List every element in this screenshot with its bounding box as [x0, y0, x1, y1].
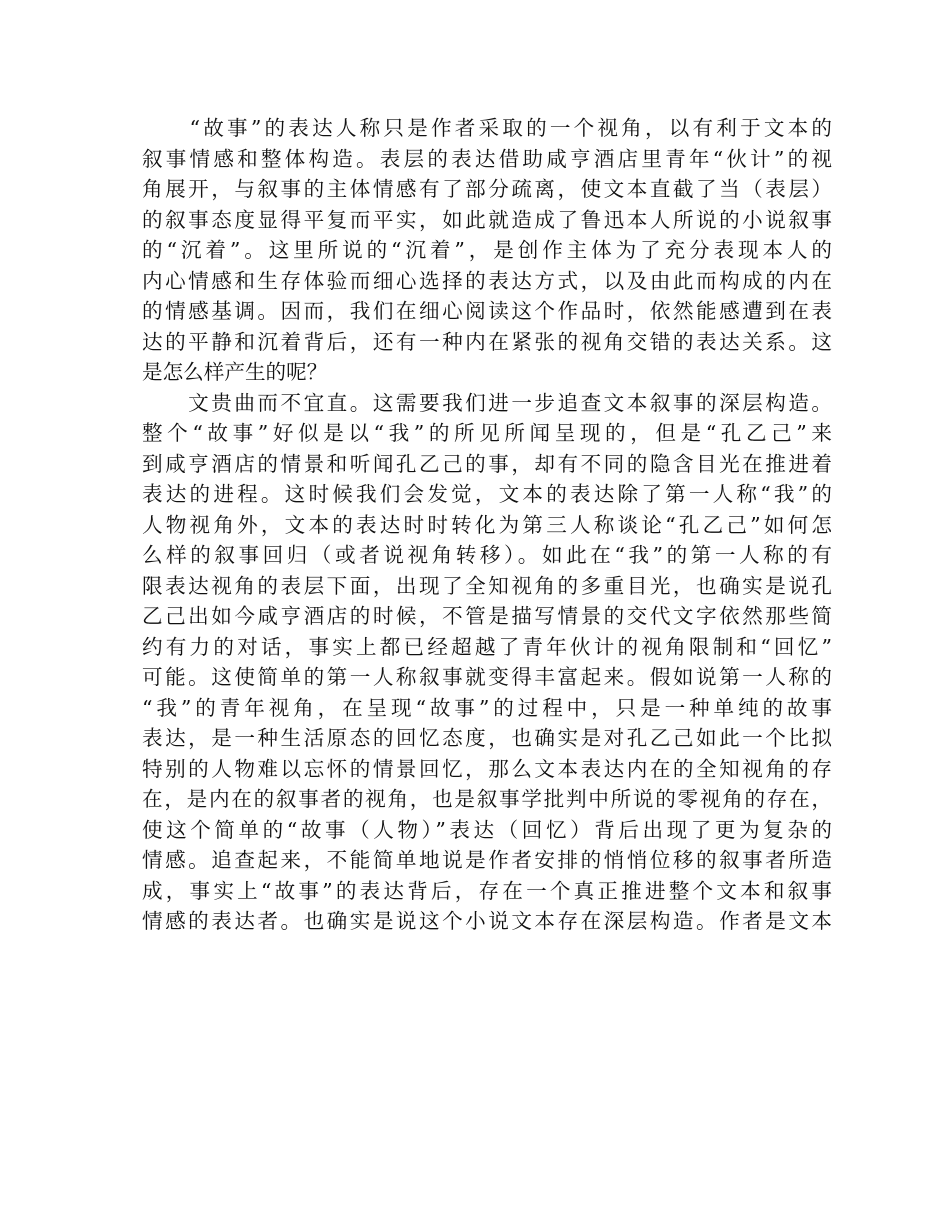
text-line: 可能。这使简单的第一人称叙事就变得丰富起来。假如说第一人称的: [142, 665, 832, 689]
text-line: 整个“故事”好似是以“我”的所见所闻呈现的，但是“孔乙己”来: [142, 421, 832, 445]
text-line: 情感的表达者。也确实是说这个小说文本存在深层构造。作者是文本: [142, 909, 832, 933]
text-line: 么样的叙事回归（或者说视角转移）。如此在“我”的第一人称的有: [142, 543, 832, 567]
text-line: 人物视角外，文本的表达时时转化为第三人称谈论“孔乙己”如何怎: [142, 512, 832, 537]
text-line: 的情感基调。因而，我们在细心阅读这个作品时，依然能感遭到在表: [142, 299, 832, 323]
text-line: 特别的人物难以忘怀的情景回忆，那么文本表达内在的全知视角的存: [142, 756, 832, 781]
text-line: “我”的青年视角，在呈现“故事”的过程中，只是一种单纯的故事: [142, 695, 832, 720]
text-line: 情感。追查起来，不能简单地说是作者安排的悄悄位移的叙事者所造: [142, 848, 832, 872]
text-line: 叙事情感和整体构造。表层的表达借助咸亨酒店里青年“伙计”的视: [142, 146, 832, 171]
text-line: 限表达视角的表层下面，出现了全知视角的多重目光，也确实是说孔: [142, 573, 832, 598]
text-line: 使这个简单的“故事（人物）”表达（回忆）背后出现了更为复杂的: [142, 817, 832, 842]
text-line: 表达，是一种生活原态的回忆态度，也确实是对孔乙己如此一个比拟: [142, 726, 832, 750]
text-line: 的叙事态度显得平复而平实，如此就造成了鲁迅本人所说的小说叙事: [142, 207, 832, 232]
text-line: 约有力的对话，事实上都已经超越了青年伙计的视角限制和“回忆”: [142, 634, 832, 659]
text-line: 是怎么样产生的呢？: [142, 360, 328, 384]
text-line: 内心情感和生存体验而细心选择的表达方式，以及由此而构成的内在: [142, 268, 832, 293]
text-line: 角展开，与叙事的主体情感有了部分疏离，使文本直截了当（表层）: [142, 177, 832, 201]
text-line: 在，是内在的叙事者的视角，也是叙事学批判中所说的零视角的存在，: [142, 787, 832, 811]
text-line: 表达的进程。这时候我们会发觉，文本的表达除了第一人称“我”的: [142, 482, 832, 506]
body-text: [142, 113, 832, 937]
text-line: 达的平静和沉着背后，还有一种内在紧张的视角交错的表达关系。这: [142, 329, 832, 354]
text-line: 到咸亨酒店的情景和听闻孔乙己的事，却有不同的隐含目光在推进着: [142, 451, 832, 476]
text-line: 乙己出如今咸亨酒店的时候，不管是描写情景的交代文字依然那些简: [142, 604, 832, 628]
text-line: 的“沉着”。这里所说的“沉着”，是创作主体为了充分表现本人的: [142, 238, 832, 262]
text-line: “故事”的表达人称只是作者采取的一个视角，以有利于文本的: [142, 116, 832, 140]
text-line: 成，事实上“故事”的表达背后，存在一个真正推进整个文本和叙事: [142, 878, 832, 903]
text-line: 文贵曲而不宜直。这需要我们进一步追查文本叙事的深层构造。: [142, 390, 832, 415]
